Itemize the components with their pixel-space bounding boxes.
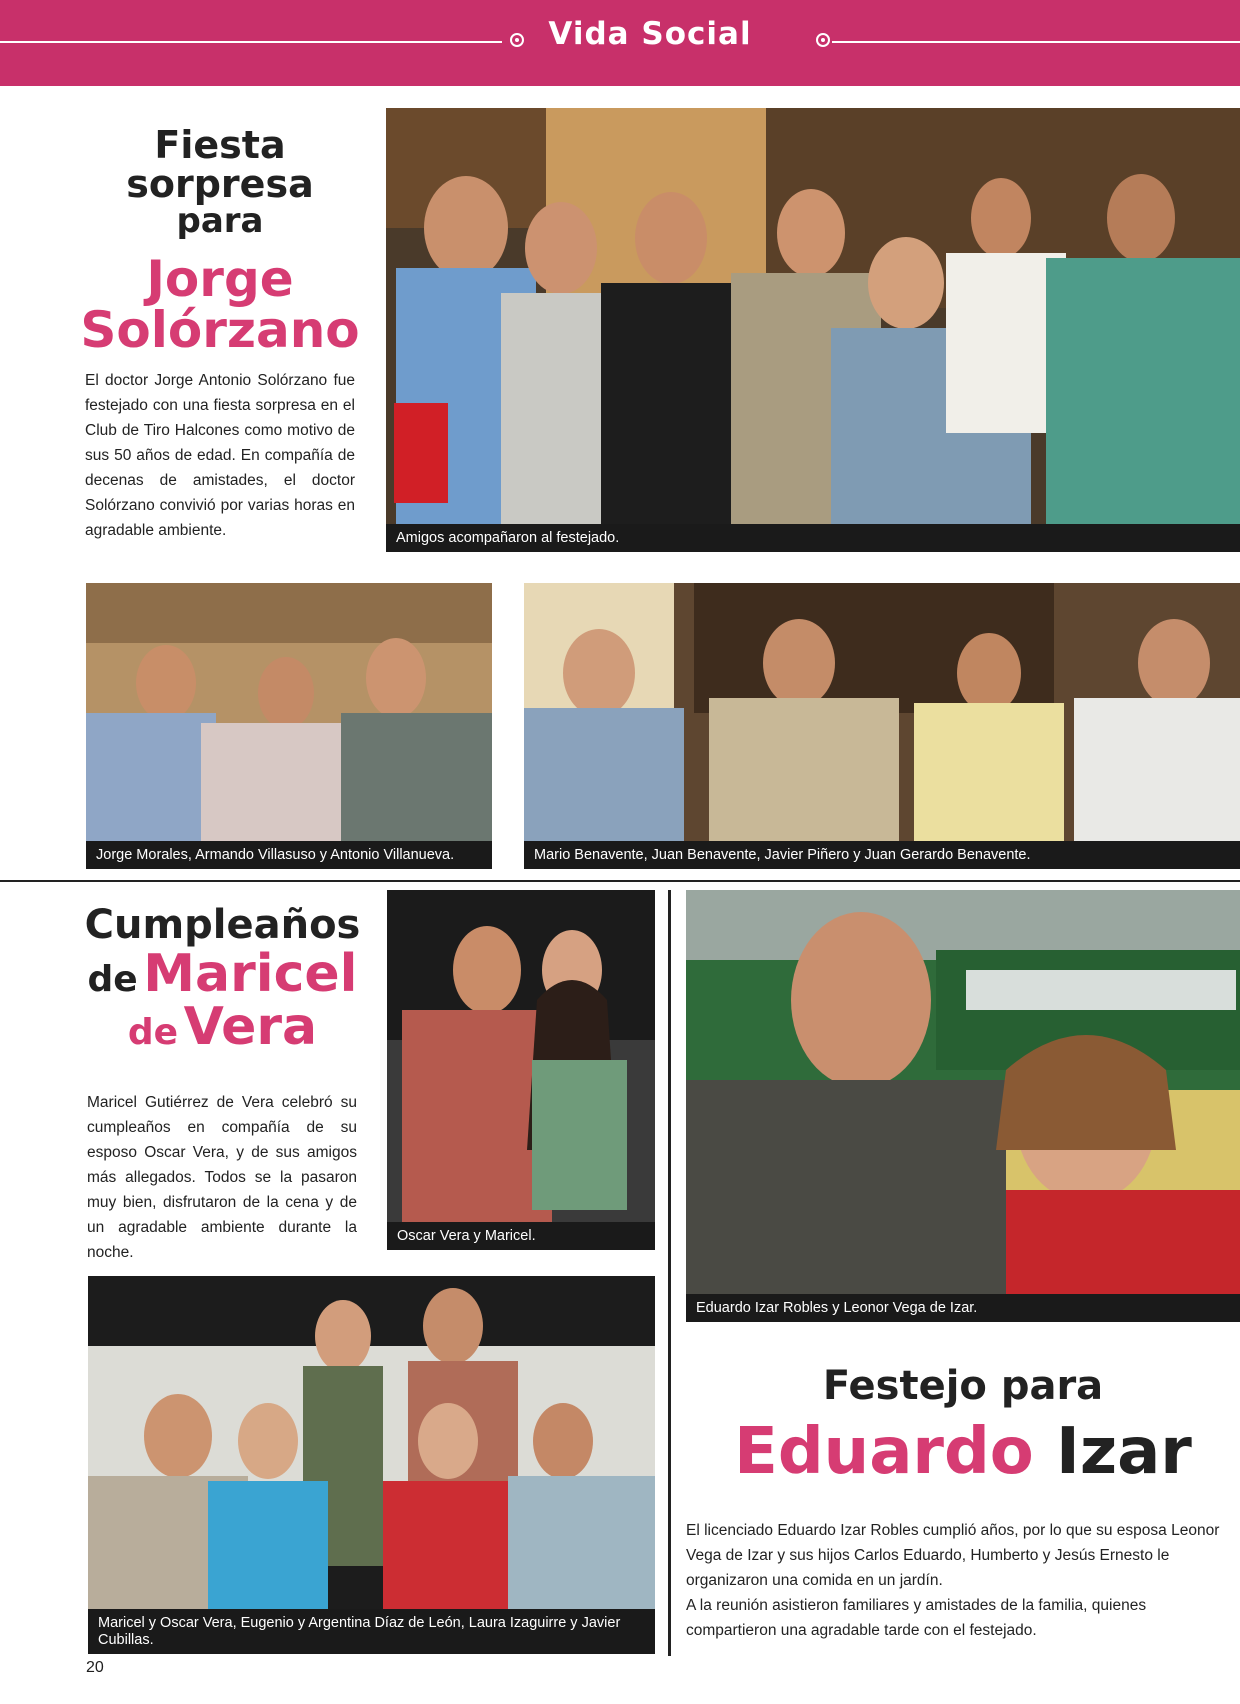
article3-title-line2	[686, 1415, 1240, 1489]
photo-image	[524, 583, 1240, 869]
section-divider-horizontal	[0, 880, 1240, 882]
body-paragraph: A la reunión asistieron familiares y amistades de la familia, quienes compartieron una agradable tarde con el festejado.	[686, 1597, 1147, 1639]
title-word: Maricel	[143, 943, 358, 1004]
photo-eduardo-leonor	[686, 890, 1240, 1322]
photo-four-men	[524, 583, 1240, 869]
photo-three-men	[86, 583, 492, 869]
photo-caption: Maricel y Oscar Vera, Eugenio y Argentina Díaz de León, Laura Izaguirre y Javier Cubillas.	[88, 1609, 655, 1654]
title-line	[80, 943, 365, 1004]
title-word: Eduardo	[734, 1415, 1034, 1489]
photo-image	[86, 583, 492, 869]
photo-image	[387, 890, 655, 1250]
photo-caption: Mario Benavente, Juan Benavente, Javier Piñero y Juan Gerardo Benavente.	[524, 841, 1240, 869]
article1-honoree-name	[80, 250, 360, 359]
title-line: para	[176, 200, 264, 241]
name-line: Solórzano	[80, 301, 360, 359]
title-line: Cumpleaños	[84, 902, 361, 948]
banner-ornament-right	[816, 33, 830, 47]
article3-body	[686, 1518, 1234, 1643]
article2-body: Maricel Gutiérrez de Vera celebró su cumpleaños en compañía de su esposo Oscar Vera, y de sus amigos más allegados. Todos se la pasaron muy bien, disfrutaron de la cena y de un agradable ambiente durante la noche.	[87, 1094, 357, 1261]
title-word: Vera	[183, 996, 318, 1057]
photo-caption: Amigos acompañaron al festejado.	[386, 524, 1240, 552]
banner-rule-left	[0, 41, 502, 43]
photo-caption: Jorge Morales, Armando Villasuso y Antonio Villanueva.	[86, 841, 492, 869]
title-word: de	[87, 958, 138, 1000]
section-divider-vertical	[668, 890, 671, 1656]
photo-group-maricel-friends	[88, 1276, 655, 1654]
title-word: de	[127, 1011, 179, 1053]
section-title: Vida Social	[548, 16, 752, 52]
title-word: Izar	[1056, 1415, 1192, 1489]
section-banner	[0, 0, 1240, 86]
title-line: sorpresa	[126, 161, 314, 206]
article2-title	[80, 902, 365, 1057]
photo-caption: Eduardo Izar Robles y Leonor Vega de Izar.	[686, 1294, 1240, 1322]
photo-image	[686, 890, 1240, 1322]
body-paragraph: El licenciado Eduardo Izar Robles cumplió años, por lo que su esposa Leonor Vega de Izar y sus hijos Carlos Eduardo, Humberto y Jesús Ernesto le organizaron una comida en un jardín.	[686, 1522, 1220, 1589]
banner-ornament-left	[510, 33, 524, 47]
title-line: Fiesta	[154, 123, 286, 167]
photo-caption: Oscar Vera y Maricel.	[387, 1222, 655, 1250]
photo-group-friends	[386, 108, 1240, 552]
title-line	[80, 996, 365, 1057]
photo-image	[386, 108, 1240, 552]
page-number: 20	[86, 1659, 104, 1676]
photo-image	[88, 1276, 655, 1654]
article3-title-line1: Festejo para	[822, 1363, 1104, 1409]
article1-title	[80, 123, 360, 241]
article1-body: El doctor Jorge Antonio Solórzano fue festejado con una fiesta sorpresa en el Club de Tiro Halcones como motivo de sus 50 años de edad. En compañía de decenas de amistades, el doctor Solórzano convivió por varias horas en agradable ambiente.	[85, 372, 355, 539]
banner-rule-right	[832, 41, 1240, 43]
photo-couple-oscar-maricel	[387, 890, 655, 1250]
name-line: Jorge	[146, 250, 294, 308]
